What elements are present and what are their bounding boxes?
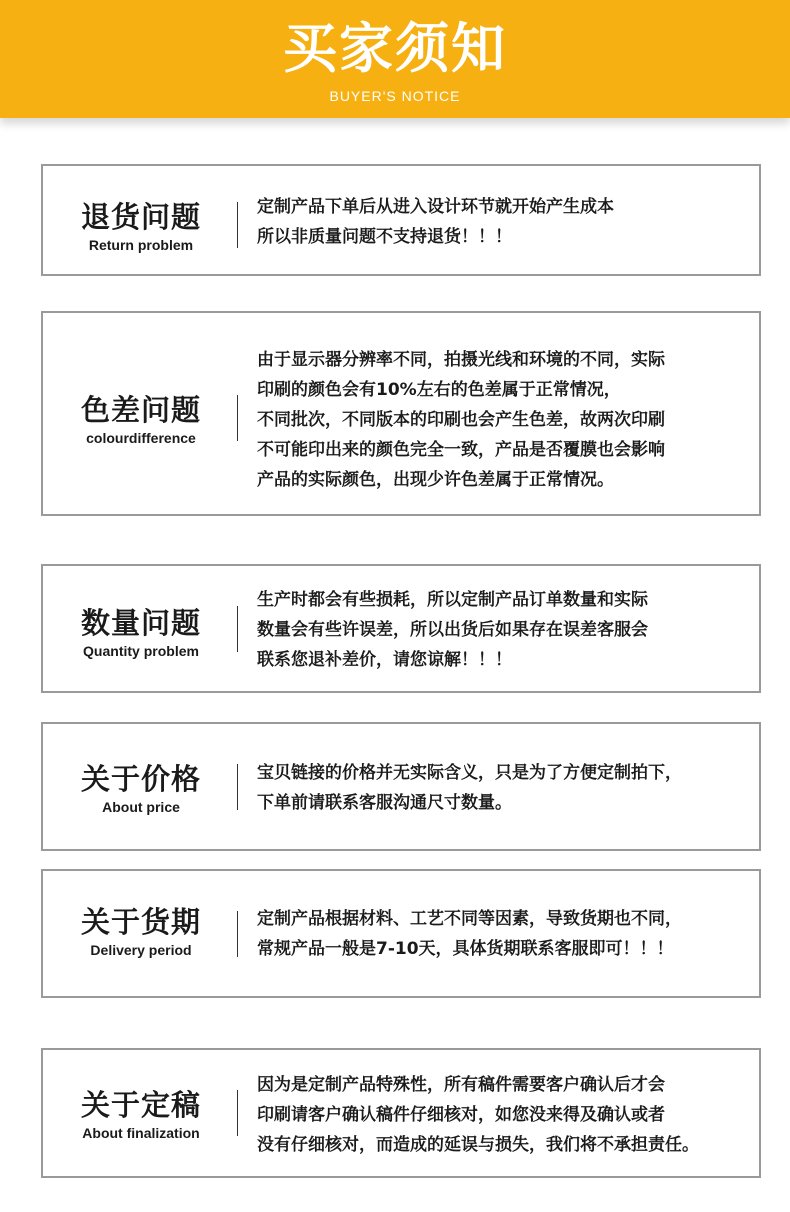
- notice-title-cn: 数量问题: [80, 606, 201, 640]
- notice-card-finalization: [41, 1048, 761, 1178]
- notice-line: 生产时都会有些损耗，所以定制产品订单数量和实际: [257, 590, 648, 610]
- notice-label: [43, 905, 239, 959]
- notice-line: 所以非质量问题不支持退货！！！: [257, 227, 512, 247]
- notice-title-cn: 退货问题: [80, 200, 201, 234]
- notice-title-cn: 关于定稿: [80, 1088, 201, 1122]
- notice-title-en: Return problem: [88, 237, 194, 253]
- notice-body: [257, 904, 759, 964]
- notice-card-return: [41, 164, 761, 276]
- notice-title-en: Delivery period: [90, 942, 192, 958]
- notice-divider: [237, 395, 238, 441]
- notice-line: 没有仔细核对，而造成的延误与损失，我们将不承担责任。: [257, 1135, 699, 1155]
- notice-body: [257, 1070, 759, 1160]
- header-title: 买家须知: [283, 17, 507, 80]
- notice-line: 定制产品根据材料、工艺不同等因素，导致货期也不同，: [257, 909, 682, 929]
- notice-divider: [237, 1090, 238, 1136]
- notice-line: 宝贝链接的价格并无实际含义，只是为了方便定制拍下，: [257, 763, 682, 783]
- notice-line: 产品的实际颜色，出现少许色差属于正常情况。: [257, 470, 614, 490]
- notice-title-cn: 关于价格: [80, 762, 201, 796]
- notice-line: 数量会有些许误差，所以出货后如果存在误差客服会: [257, 620, 648, 640]
- notice-divider: [237, 911, 238, 957]
- notice-line: 不同批次，不同版本的印刷也会产生色差，故两次印刷: [257, 410, 665, 430]
- notice-card-price: [41, 722, 761, 851]
- notice-title-en: Quantity problem: [83, 643, 199, 659]
- notice-line: 常规产品一般是7-10天，具体货期联系客服即可！！！: [257, 939, 674, 959]
- notice-divider: [237, 202, 238, 248]
- notice-line: 下单前请联系客服沟通尺寸数量。: [257, 793, 512, 813]
- notice-divider: [237, 764, 238, 810]
- notice-line: 定制产品下单后从进入设计环节就开始产生成本: [257, 197, 614, 217]
- notice-body: [257, 192, 759, 252]
- notice-body: [257, 345, 759, 495]
- notice-line: 不可能印出来的颜色完全一致，产品是否覆膜也会影响: [257, 440, 665, 460]
- notice-label: [43, 762, 239, 816]
- notice-divider: [237, 606, 238, 652]
- notice-line: 联系您退补差价，请您谅解！！！: [257, 650, 512, 670]
- notice-title-en: About finalization: [82, 1125, 200, 1141]
- notice-label: [43, 606, 239, 660]
- notice-title-en: colourdifference: [86, 430, 196, 446]
- notice-label: [43, 393, 239, 447]
- notice-body: [257, 585, 759, 675]
- notice-header: [0, 0, 790, 118]
- notice-card-colour: [41, 311, 761, 516]
- notice-line: 由于显示器分辨率不同，拍摄光线和环境的不同，实际: [257, 350, 665, 370]
- notice-body: [257, 758, 759, 818]
- notice-line: 印刷的颜色会有10%左右的色差属于正常情况，: [257, 380, 621, 400]
- notice-title-cn: 色差问题: [80, 393, 201, 427]
- notice-card-quantity: [41, 564, 761, 693]
- notice-title-cn: 关于货期: [80, 905, 201, 939]
- notice-label: [43, 200, 239, 254]
- notice-title-en: About price: [102, 799, 180, 815]
- notice-line: 因为是定制产品特殊性，所有稿件需要客户确认后才会: [257, 1075, 665, 1095]
- notice-line: 印刷请客户确认稿件仔细核对，如您没来得及确认或者: [257, 1105, 665, 1125]
- notice-card-delivery: [41, 869, 761, 998]
- header-subtitle: BUYER'S NOTICE: [329, 88, 461, 104]
- notice-label: [43, 1088, 239, 1142]
